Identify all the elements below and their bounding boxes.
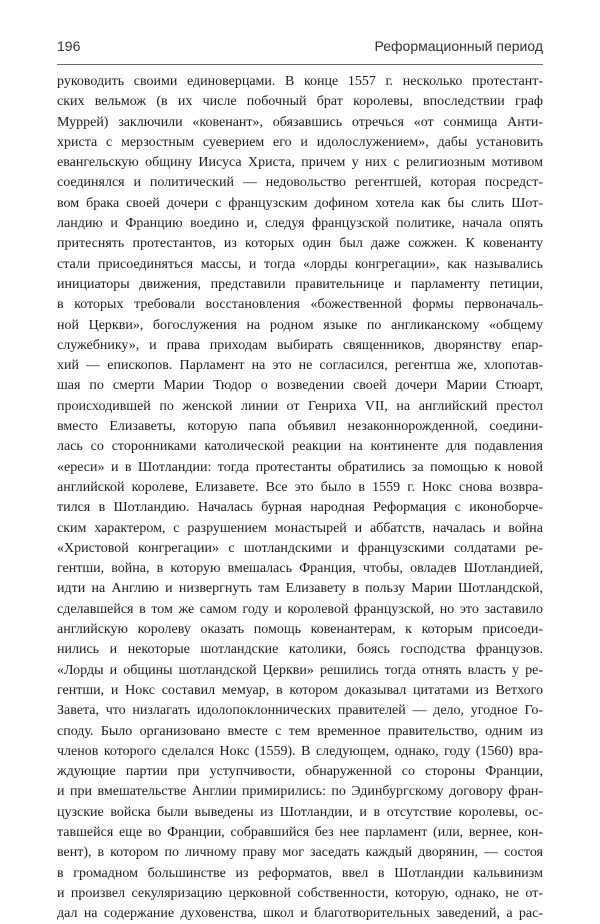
text-line: происходившей по женской линии от Генриха VII, на английский престол [57,398,543,414]
text-line: евангельскую общину Иисуса Христа, причем у них с религиозным мотивом [57,155,543,171]
text-line: инициаторы движения, представили правительнице и парламенту петиции, [57,276,543,292]
text-line: христа с мерзостным суеверием его и идолослужением», дабы установить [57,134,543,150]
text-line: соединялся и политический — недовольство регентшей, которая посредст- [57,175,543,191]
text-line: Завета, что низлагать идолопоклоннических правителей — дело, угодное Го- [57,703,543,719]
running-head [57,38,543,62]
text-line: споду. Было организовано вместе с тем временное правительство, одним из [57,723,543,739]
header-rule [57,64,543,65]
page-number: 196 [57,38,81,54]
text-line: и произвел секуляризацию церковной собственности, которую, однако, не от- [57,885,543,901]
text-line: ландию и Францию воедино и, следуя французской политике, начала опять [57,216,543,232]
text-line: английской королеве, Елизавете. Все это было в 1559 г. Нокс снова возвра- [57,479,543,495]
text-line: ским характером, с разрушением монастырей и аббатств, началась и война [57,520,543,536]
text-line: английскую королеву оказать помощь ковенантерам, к которым присоеди- [57,622,543,638]
text-line: руководить своими единоверцами. В конце 1557 г. несколько протестант- [57,74,543,89]
text-line: цузские войска были выведены из Шотландии, и в отсутствие королевы, ос- [57,804,543,820]
text-line: служебнику», и права приходам выбирать священников, дворянству епар- [57,337,543,353]
text-line: Муррей) заключили «ковенант», обязавшись отречься «от сонмища Анти- [57,114,543,130]
text-line: «Христовой конгрегации» с шотландскими и французскими солдатами ре- [57,540,543,556]
body-text [57,72,543,924]
text-line: сделавшейся в том же самом году и королевой французской, но это заставило [57,601,543,617]
text-line: гентши, и Нокс составил мемуар, в котором доказывал цитатами из Ветхого [57,682,543,698]
text-line: лась со сторонниками католической реакции на континенте для подавления [57,439,543,455]
text-line: вместо Елизаветы, которую папа объявил незаконнорожденной, соедини- [57,419,543,435]
text-line: членов которого сделался Нокс (1559). В следующем, однако, году (1560) вра- [57,743,543,759]
text-line: тился в Шотландию. Началась бурная народная Реформация с иконоборче- [57,500,543,516]
text-line: и при вмешательстве Англии примирились: по Эдинбургскому договору фран- [57,784,543,800]
text-line: нились и некоторые шотландские католики, боясь господства французов. [57,642,543,658]
text-line: «ереси» и в Шотландии: тогда протестанты обратились за помощью к новой [57,459,543,475]
text-line: стали присоединяться массы, и тогда «лорды конгрегации», как назывались [57,256,543,272]
text-line: ждующие партии при уступчивости, обнаруженной со стороны Франции, [57,764,543,780]
text-line: ной Церкви», богослужения на родном языке по англиканскому «общему [57,317,543,333]
section-title: Реформационный период [374,38,543,54]
text-line: в которых требовали восстановления «божественной формы первоначаль- [57,297,543,313]
text-line: тавшейся еще во Франции, собравшийся без нее парламент (или, вернее, кон- [57,824,543,840]
text-line: идти на Англию и низвергнуть там Елизавету в пользу Марии Шотландской, [57,581,543,597]
text-line: «Лорды и общины шотландской Церкви» решились тогда отнять власть у ре- [57,662,543,678]
text-line: шая по смерти Марии Тюдор о возведении своей дочери Марии Стюарт, [57,378,543,394]
text-line: ских вельмож (в их числе побочный брат королевы, впоследствии граф [57,94,543,110]
text-line: хий — епископов. Парламент на это не согласился, регентша же, хлопотав- [57,358,543,374]
text-line: гентши, война, в которую вмешалась Франция, чтобы, овладев Шотландией, [57,561,543,577]
text-line: вент), в котором по личному праву мог заседать каждый дворянин, — состоя [57,845,543,861]
text-line: вом брака своей дочери с французским дофином хотела как бы слить Шот- [57,195,543,211]
text-line: притеснять протестантов, из которых один был даже сожжен. К ковенанту [57,236,543,252]
text-line: в громадном большинстве из реформатов, ввел в Шотландии кальвинизм [57,865,543,881]
text-line: дал на содержание духовенства, школ и благотворительных заведений, а рас- [57,906,543,922]
